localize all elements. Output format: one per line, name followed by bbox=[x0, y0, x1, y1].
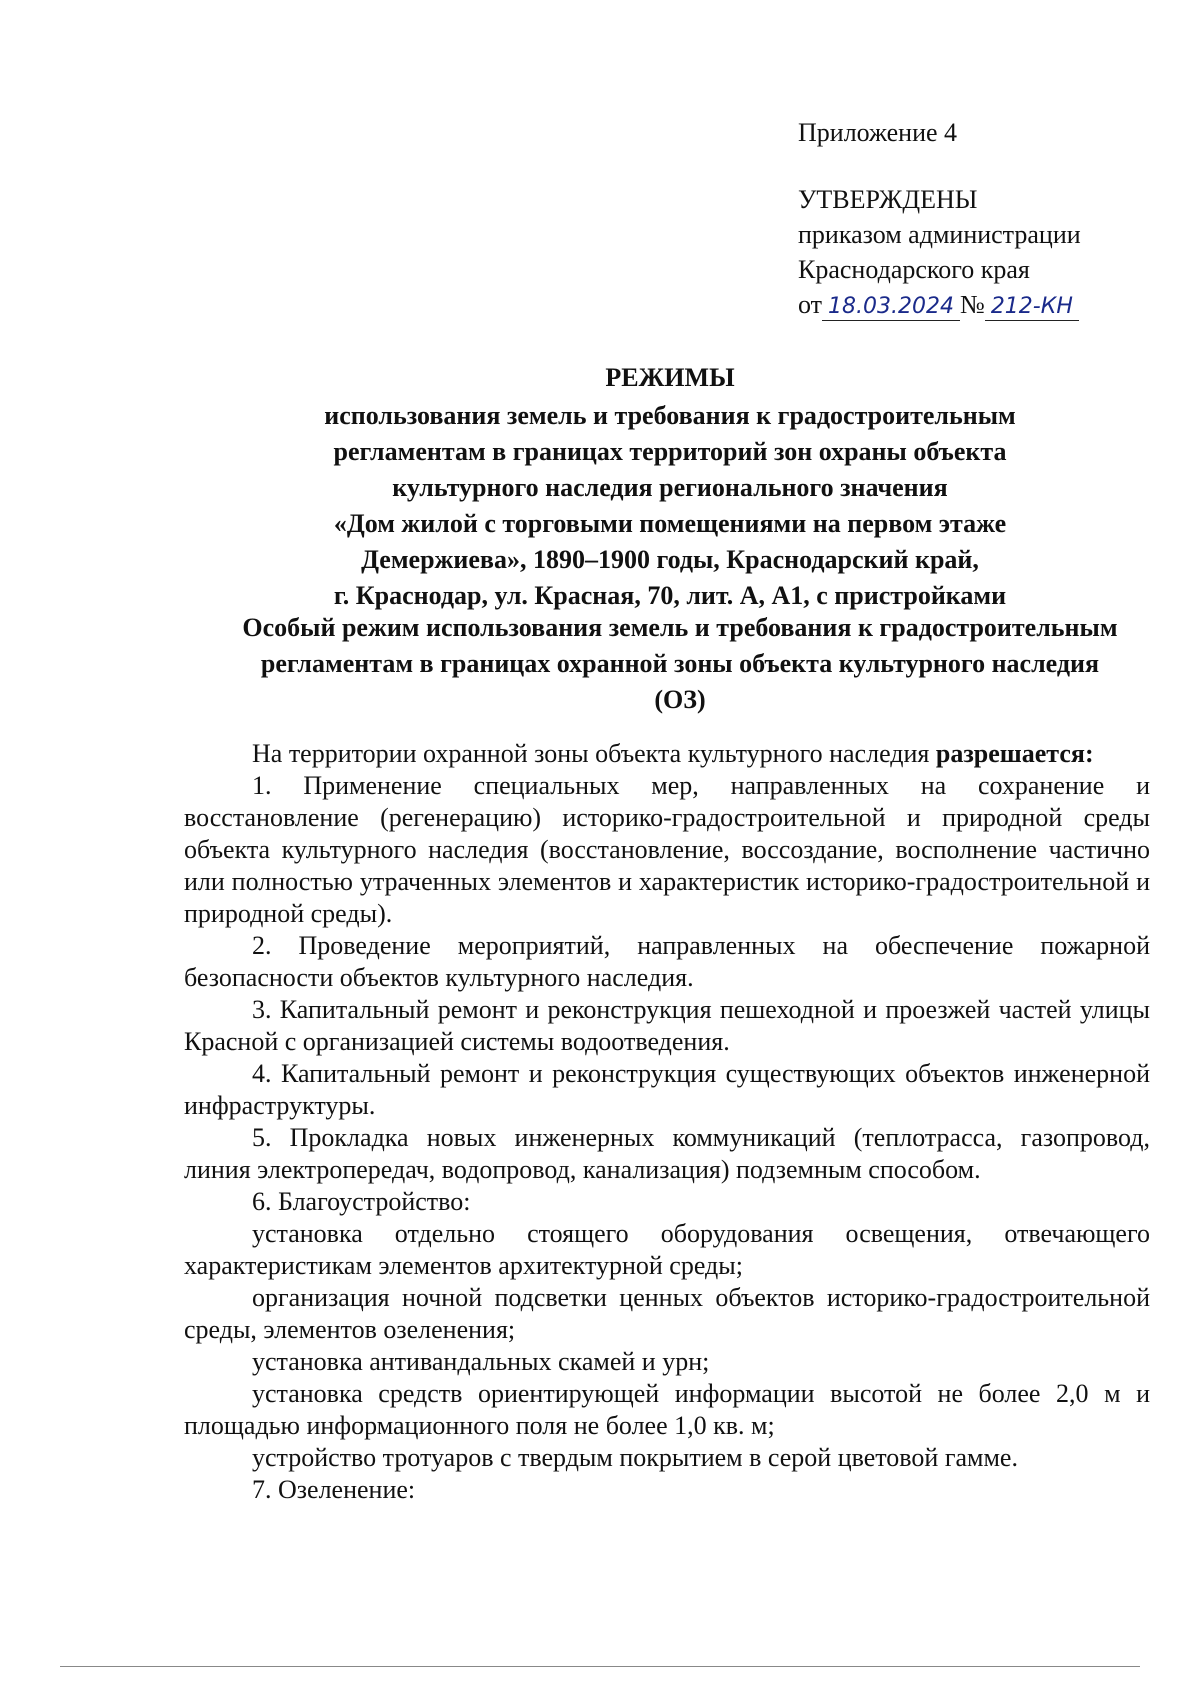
document-title bbox=[160, 360, 1180, 614]
approved-label: УТВЕРЖДЕНЫ bbox=[798, 185, 978, 214]
title-line: «Дом жилой с торговыми помещениями на первом этаже bbox=[333, 509, 1007, 538]
body-paragraph: 1. Применение специальных мер, направленных на сохранение и восстановление (регенерацию) историко-градостроительной и природной среды объекта культурного наследия (восстановление, воссоздание, восполнение частично или полностью утраченных элементов и характеристик историко-градостроительной и природной среды). bbox=[184, 771, 1150, 928]
body-paragraph: 7. Озеленение: bbox=[252, 1475, 416, 1504]
title-line: культурного наследия регионального значения bbox=[392, 473, 948, 502]
title-line: регламентам в границах территорий зон охраны объекта bbox=[333, 437, 1007, 466]
from-label: от bbox=[798, 290, 823, 319]
body-paragraph: установка отдельно стоящего оборудования освещения, отвечающего характеристикам элементов архитектурной среды; bbox=[184, 1219, 1150, 1280]
title-main: РЕЖИМЫ bbox=[605, 363, 735, 392]
title-line: использования земель и требования к градостроительным bbox=[324, 401, 1016, 430]
body-paragraph: 4. Капитальный ремонт и реконструкция существующих объектов инженерной инфраструктуры. bbox=[184, 1059, 1150, 1120]
title-line: г. Краснодар, ул. Красная, 70, лит. А, А1, с пристройками bbox=[333, 581, 1007, 610]
number-label: № bbox=[960, 290, 985, 319]
approval-line-1: приказом администрации bbox=[798, 220, 1081, 249]
title-line: Демержиева», 1890–1900 годы, Краснодарский край, bbox=[361, 545, 979, 574]
handwritten-number: 212-КН bbox=[985, 294, 1079, 321]
body-paragraph: 3. Капитальный ремонт и реконструкция пешеходной и проезжей частей улицы Красной с организацией системы водоотведения. bbox=[184, 995, 1150, 1056]
body-paragraph: установка антивандальных скамей и урн; bbox=[252, 1347, 710, 1376]
intro-paragraph bbox=[184, 738, 1150, 770]
body-paragraph: 6. Благоустройство: bbox=[252, 1187, 471, 1216]
body-paragraph: устройство тротуаров с твердым покрытием в серой цветовой гамме. bbox=[252, 1443, 1018, 1472]
section-line: Особый режим использования земель и требования к градостроительным bbox=[242, 613, 1118, 642]
footer-divider bbox=[60, 1666, 1140, 1667]
approval-header bbox=[798, 115, 1081, 322]
section-line: (ОЗ) bbox=[654, 685, 706, 714]
intro-bold: разрешается: bbox=[935, 739, 1094, 768]
order-reference bbox=[798, 287, 1081, 322]
body-paragraph: 5. Прокладка новых инженерных коммуникаций (теплотрасса, газопровод, линия электропередач, водопровод, канализация) подземным способом. bbox=[184, 1123, 1150, 1184]
body-paragraph: 2. Проведение мероприятий, направленных на обеспечение пожарной безопасности объектов культурного наследия. bbox=[184, 931, 1150, 992]
document-body bbox=[184, 738, 1150, 1506]
approval-line-2: Краснодарского края bbox=[798, 255, 1030, 284]
appendix-label: Приложение 4 bbox=[798, 118, 958, 147]
handwritten-date: 18.03.2024 bbox=[822, 294, 960, 321]
body-paragraph: установка средств ориентирующей информации высотой не более 2,0 м и площадью информационного поля не более 1,0 кв. м; bbox=[184, 1379, 1150, 1440]
body-paragraph: организация ночной подсветки ценных объектов историко-градостроительной среды, элементов озеленения; bbox=[184, 1283, 1150, 1344]
section-line: регламентам в границах охранной зоны объекта культурного наследия bbox=[260, 649, 1100, 678]
section-heading bbox=[180, 610, 1180, 718]
intro-text: На территории охранной зоны объекта культурного наследия bbox=[252, 739, 930, 768]
